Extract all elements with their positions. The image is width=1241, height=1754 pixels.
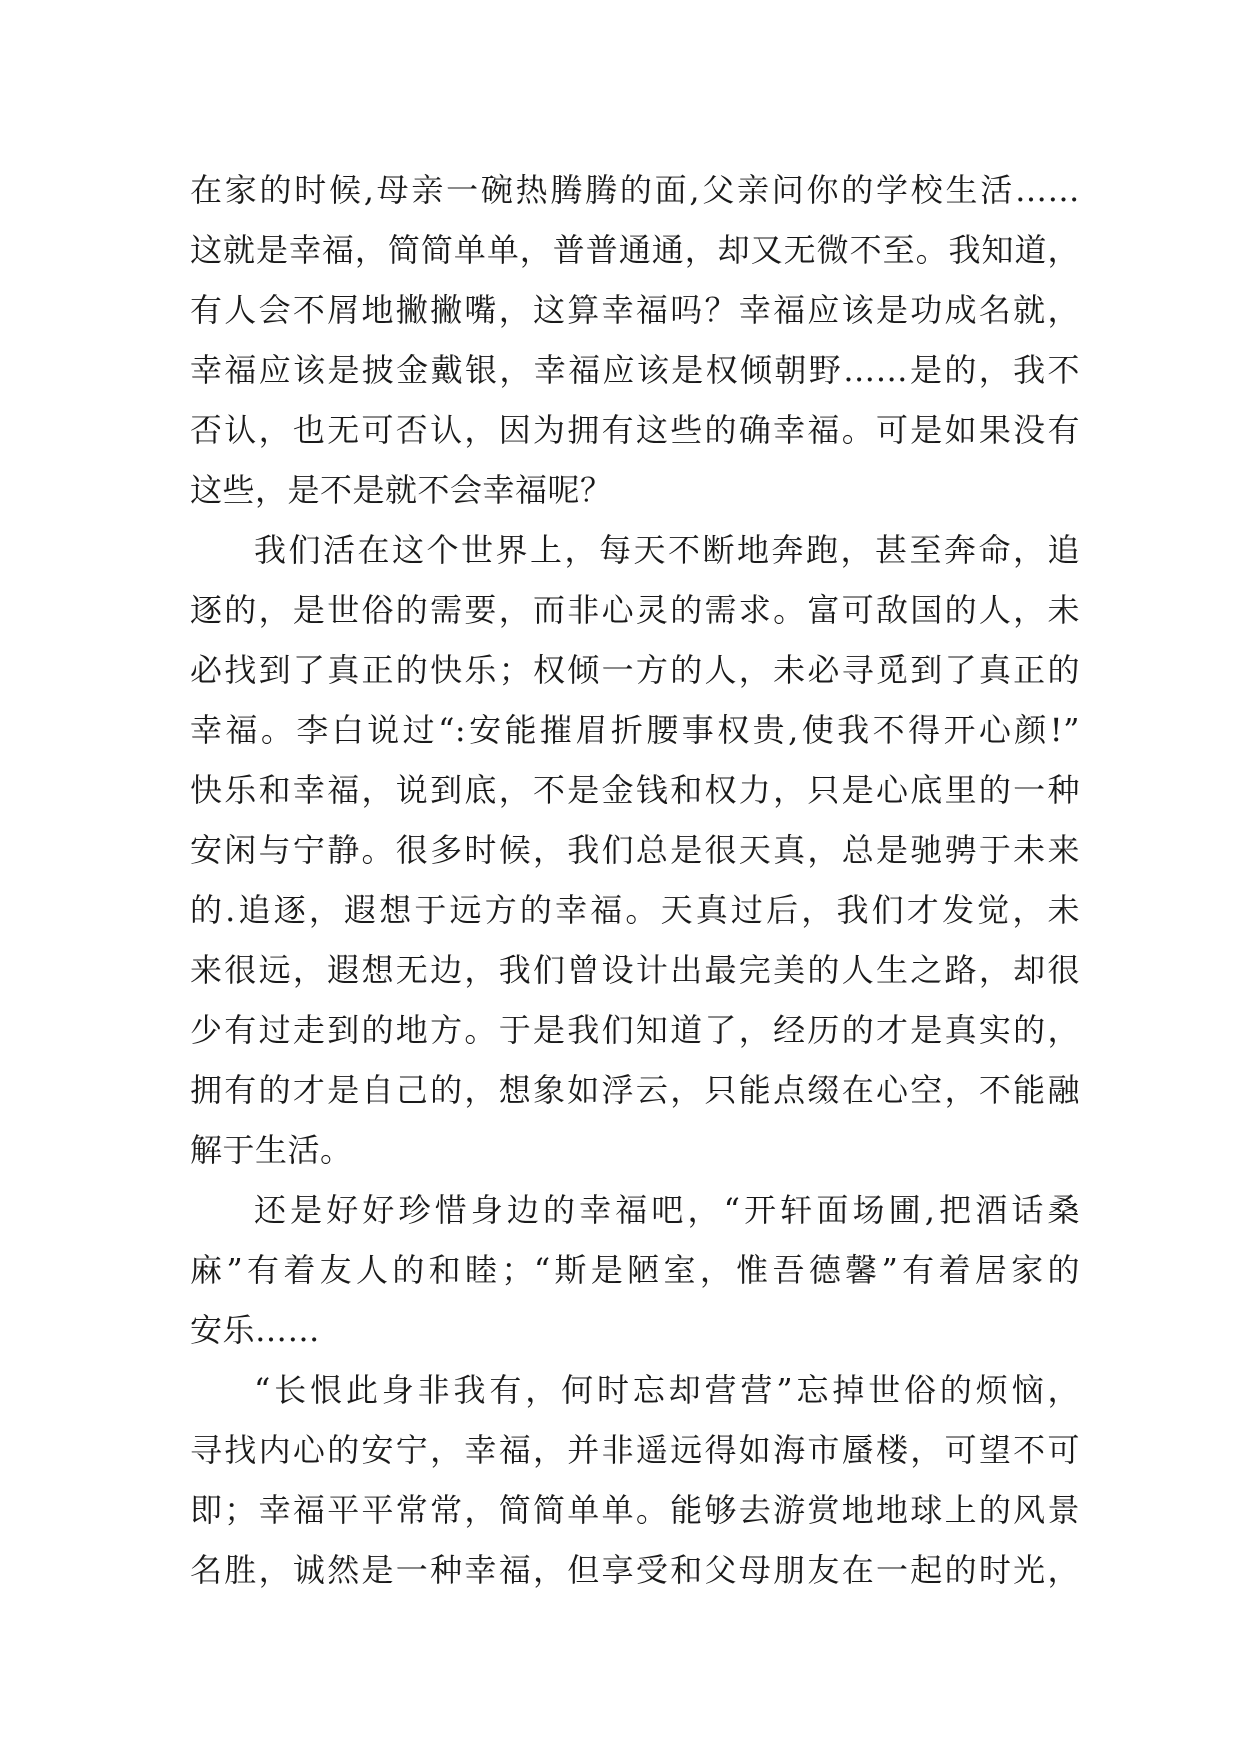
text-line: 安乐…… <box>190 1311 321 1349</box>
text-line: 幸福。李白说过“:安能摧眉折腰事权贵,使我不得开心颜!” <box>190 711 1080 749</box>
text-line: 的.追逐，遐想于远方的幸福。天真过后，我们才发觉，未 <box>190 891 1080 929</box>
text-line: 在家的时候,母亲一碗热腾腾的面,父亲问你的学校生活…… <box>190 171 1080 209</box>
text-line: 幸福应该是披金戴银，幸福应该是权倾朝野……是的，我不 <box>190 351 1080 389</box>
text-line: 麻”有着友人的和睦；“斯是陋室，惟吾德馨”有着居家的 <box>190 1251 1080 1289</box>
body-text <box>190 160 1080 1600</box>
text-line: 名胜，诚然是一种幸福，但享受和父母朋友在一起的时光， <box>190 1551 1080 1589</box>
text-line: 这就是幸福，简简单单，普普通通，却又无微不至。我知道， <box>190 231 1080 269</box>
text-line: 还是好好珍惜身边的幸福吧，“开轩面场圃,把酒话桑 <box>254 1191 1080 1229</box>
text-line: 快乐和幸福，说到底，不是金钱和权力，只是心底里的一种 <box>190 771 1080 809</box>
text-line: 否认，也无可否认，因为拥有这些的确幸福。可是如果没有 <box>190 411 1080 449</box>
text-line: 我们活在这个世界上，每天不断地奔跑，甚至奔命，追 <box>254 531 1080 569</box>
text-line: 即；幸福平平常常，简简单单。能够去游赏地地球上的风景 <box>190 1491 1080 1529</box>
text-line: 逐的，是世俗的需要，而非心灵的需求。富可敌国的人，未 <box>190 591 1080 629</box>
text-line: 有人会不屑地撇撇嘴，这算幸福吗？幸福应该是功成名就， <box>190 291 1080 329</box>
text-line: 寻找内心的安宁，幸福，并非遥远得如海市蜃楼，可望不可 <box>190 1431 1080 1469</box>
text-line: 拥有的才是自己的，想象如浮云，只能点缀在心空，不能融 <box>190 1071 1080 1109</box>
text-line: 必找到了真正的快乐；权倾一方的人，未必寻觅到了真正的 <box>190 651 1080 689</box>
text-line: 少有过走到的地方。于是我们知道了，经历的才是真实的， <box>190 1011 1080 1049</box>
text-line: 这些，是不是就不会幸福呢？ <box>190 471 613 509</box>
text-line: 来很远，遐想无边，我们曾设计出最完美的人生之路，却很 <box>190 951 1080 989</box>
text-line: “长恨此身非我有，何时忘却营营”忘掉世俗的烦恼， <box>254 1371 1080 1409</box>
text-line: 安闲与宁静。很多时候，我们总是很天真，总是驰骋于未来 <box>190 831 1080 869</box>
text-line: 解于生活。 <box>190 1131 353 1169</box>
